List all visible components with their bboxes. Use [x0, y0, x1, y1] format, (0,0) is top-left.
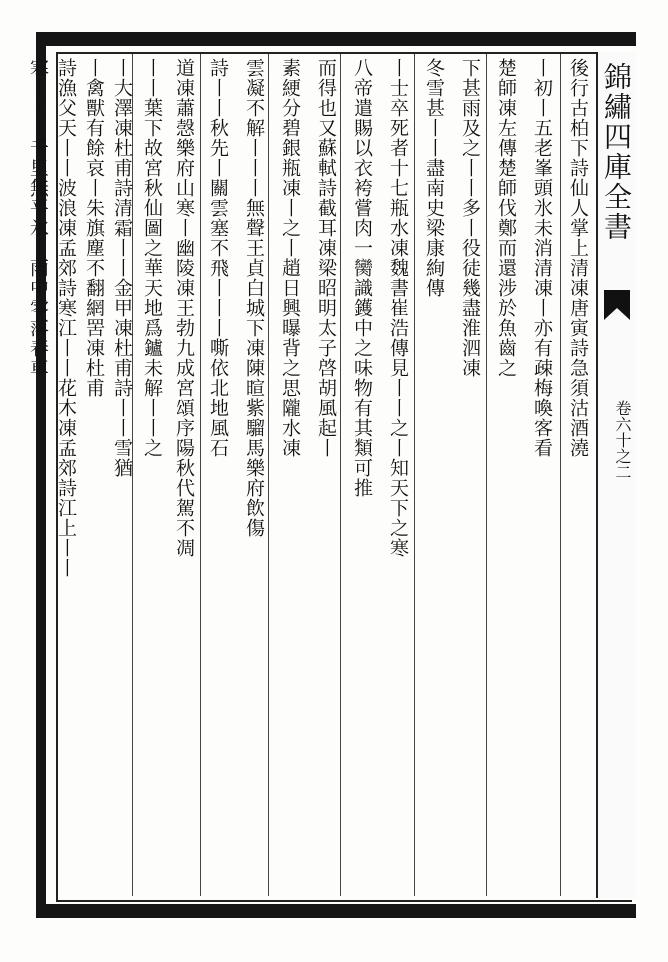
text-column-13: 丨丨葉下故宮秋仙圖之華天地爲鑪未解丨丨之: [141, 58, 163, 458]
page-frame-bottom: [36, 904, 636, 918]
text-column-11: 詩丨丨秋先丨關雲塞不飛丨丨丨嘶依北地風石: [207, 58, 229, 458]
text-column-3: 楚師凍左傳楚師伐鄭而還涉於魚齒之: [495, 58, 517, 378]
text-column-9: 素綆分碧銀瓶凍丨之丨趙日興曝背之思隴水凍: [279, 58, 301, 458]
text-column-4: 下甚雨及之丨丨多丨役徒幾盡淮泗凍: [459, 58, 481, 378]
text-column-17: 寒丨丨丨千里無平氷丨雨中零落春車: [27, 58, 49, 378]
text-column-7: 八帝遣賜以衣袴嘗肉一臠識鑊中之味物有其類可推: [351, 58, 373, 498]
book-title: 錦繡四庫全書: [600, 62, 633, 242]
text-column-16: 詩漁父天丨丨波浪凍孟郊詩寒江丨丨花木凍孟郊詩江上丨丨: [55, 58, 77, 578]
text-column-15: 丨禽獸有餘哀丨朱旗塵不翻網罟凍杜甫: [83, 58, 105, 398]
text-column-6: 丨士卒死者十七瓶水凍魏書崔浩傳見丨丨之丨知天下之寒: [387, 58, 409, 558]
text-column-12: 道凍蕭愨樂府山寒丨幽陵凍王勃九成宮頌序陽秋代駕不凋: [173, 58, 195, 558]
volume-label: 卷六十之二: [613, 400, 632, 480]
text-column-10: 雲凝不解丨丨丨無聲王貞白城下凍陳暄紫騮馬樂府飲傷: [243, 58, 265, 538]
text-column-2: 丨初丨五老峯頭氷未消清凍丨亦有疎梅喚客看: [531, 58, 553, 458]
text-column-1: 後行古柏下詩仙人掌上清凍唐寅詩急須沽酒澆: [567, 58, 589, 458]
text-column-14: 丨大澤凍杜甫詩清霜丨丨金甲凍杜甫詩丨丨雪猶: [111, 58, 133, 478]
text-column-5: 冬雪甚丨丨盡南史梁康絢傳: [423, 58, 445, 298]
page-frame-top: [36, 32, 636, 46]
text-column-8: 而得也又蘇軾詩截耳凍梁昭明太子啓胡風起丨: [315, 58, 337, 458]
